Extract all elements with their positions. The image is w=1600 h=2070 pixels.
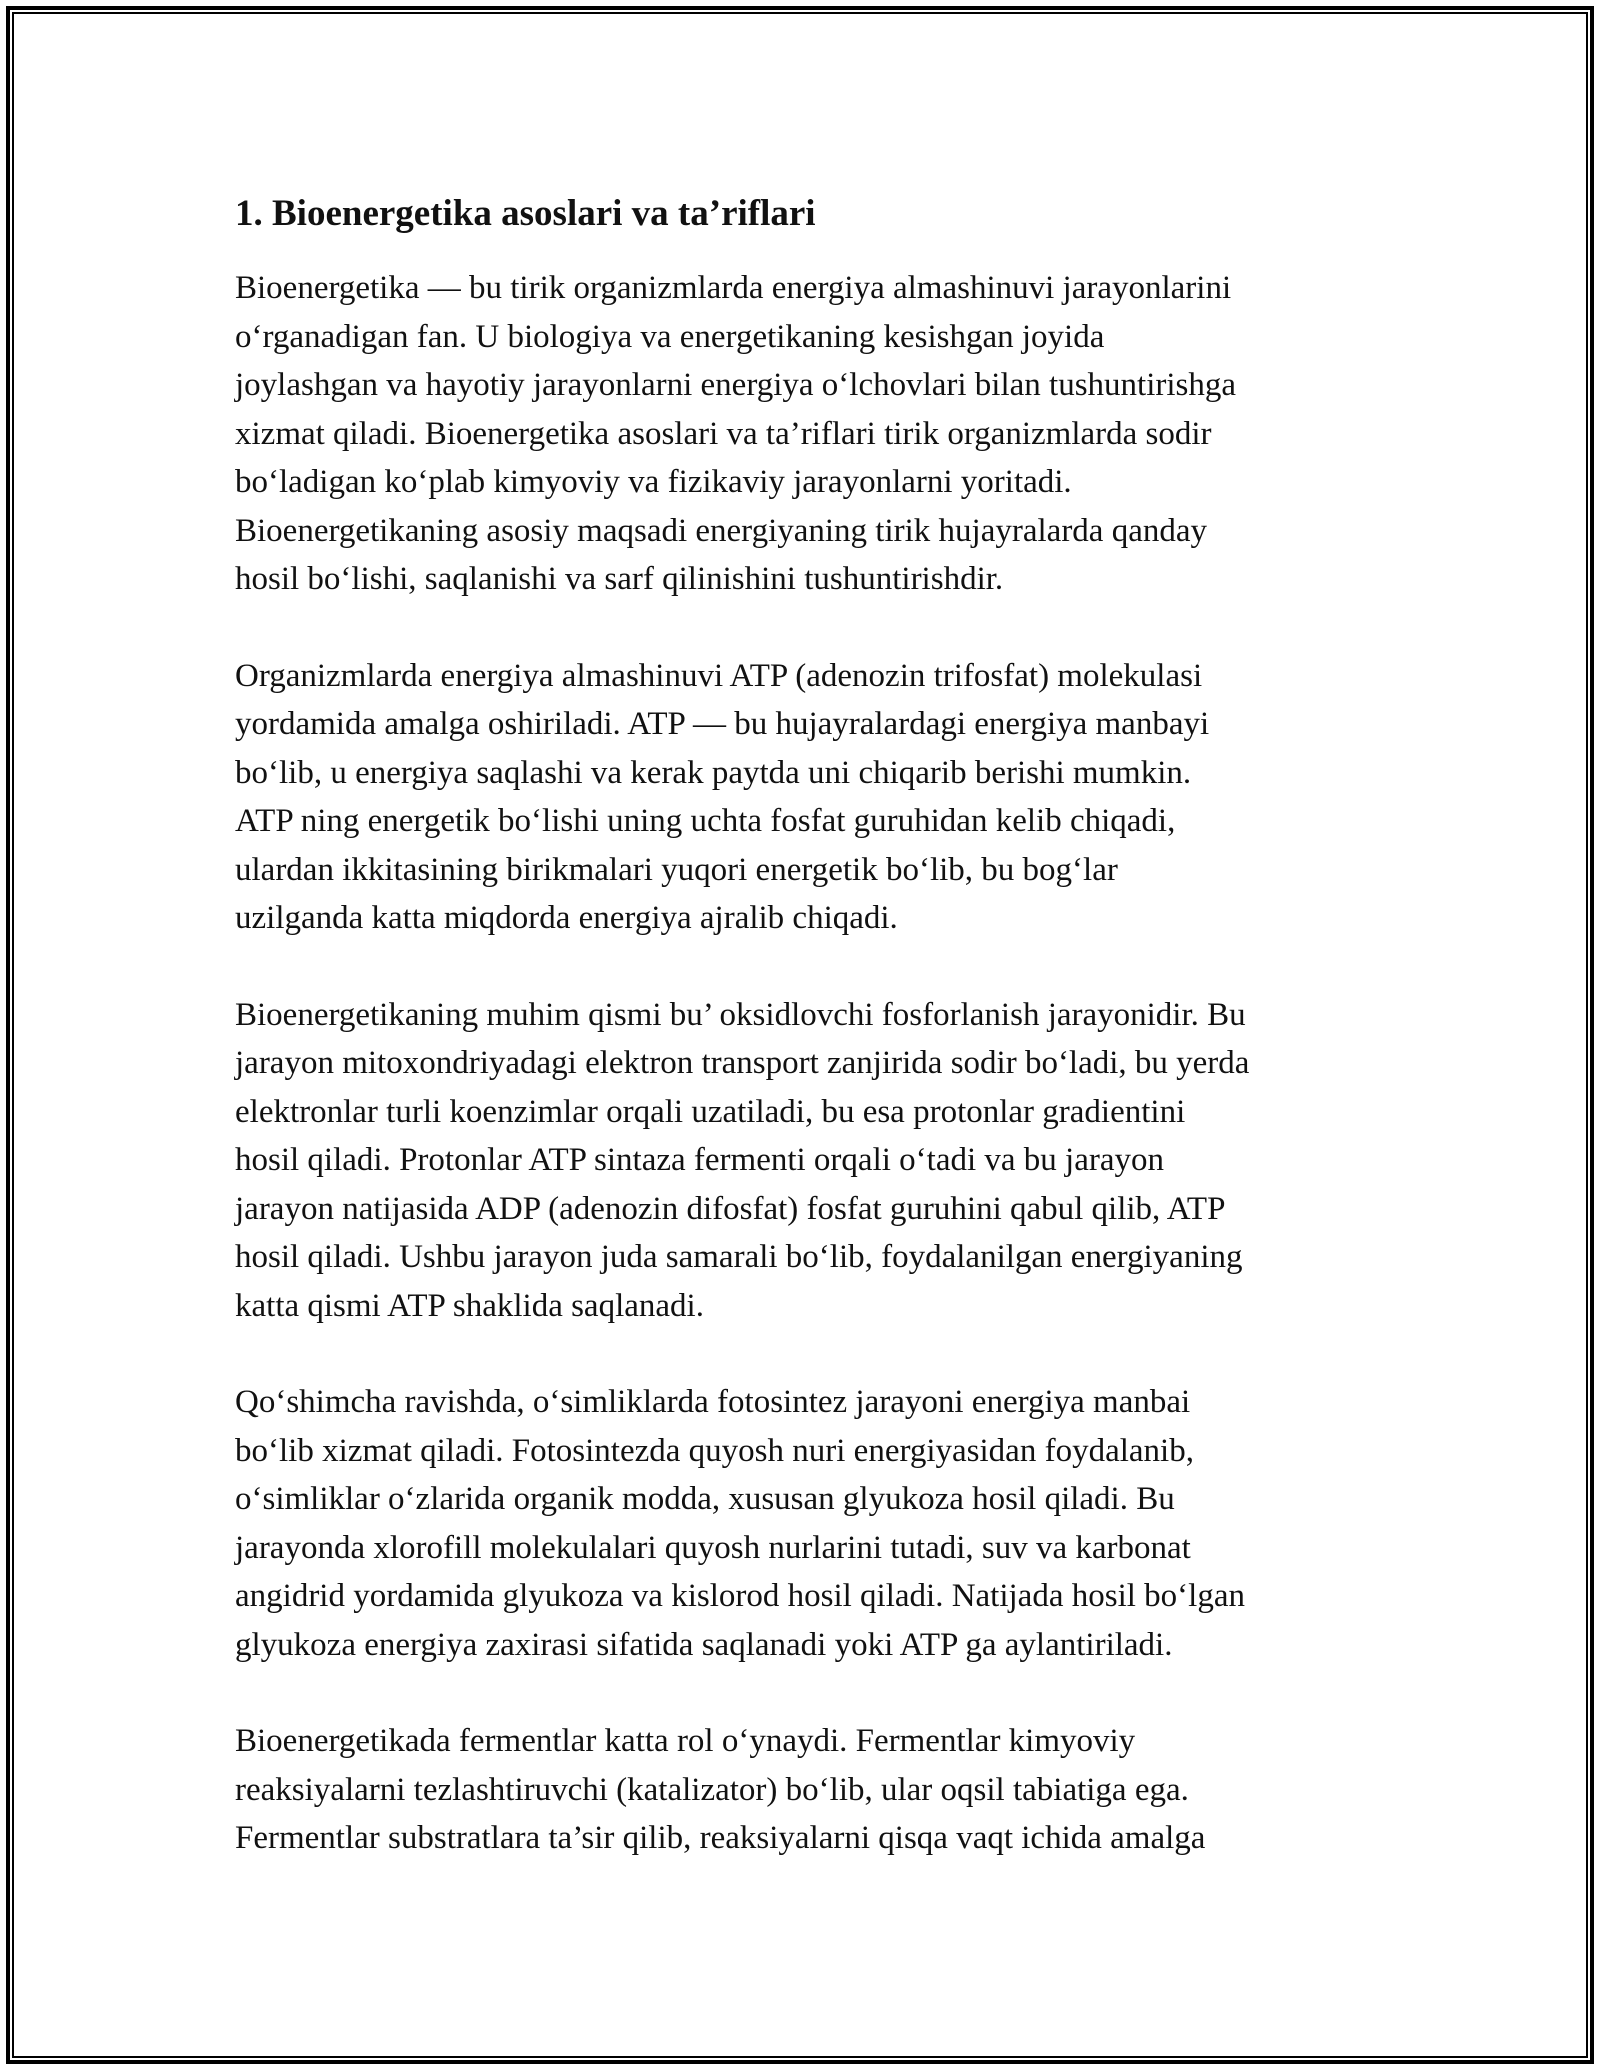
paragraph-atp: Organizmlarda energiya almashinuvi ATP (adenozin trifosfat) molekulasi yordamida amalga oshiriladi. ATP — bu hujayralardagi energiya manbayi bo‘lib, u energiya saqlashi va kerak paytda uni chiqarib berishi mumkin. ATP ning energetik bo‘lishi uning uchta fosfat guruhidan kelib chiqadi, ulardan ikkitasining birikmalari yuqori energetik bo‘lib, bu bog‘lar uzilganda katta miqdorda energiya ajralib chiqadi. [235, 657, 1210, 936]
paragraph-enzymes: Bioenergetikada fermentlar katta rol o‘ynaydi. Fermentlar kimyoviy reaksiyalarni tezlashtiruvchi (katalizator) bo‘lib, ular oqsil tabiatiga ega. Fermentlar substratlara ta’sir qilib, reaksiyalarni qisqa vaqt ichida amalga [235, 1723, 1206, 1856]
paragraph-definition: Bioenergetika — bu tirik organizmlarda energiya almashinuvi jarayonlarini o‘rganadigan fan. U biologiya va energetikaning kesishgan joyida joylashgan va hayotiy jarayonlarni energiya o‘lchovlari bilan tushuntirishga xizmat qiladi. Bioenergetika asoslari va ta’riflari tirik organizmlarda sodir bo‘ladigan ko‘plab kimyoviy va fizikaviy jarayonlarni yoritadi. Bioenergetikaning asosiy maqsadi energiyaning tirik hujayralarda qanday hosil bo‘lishi, saqlanishi va sarf qilinishini tushuntirishdir. [235, 270, 1237, 597]
document-body [235, 186, 1385, 1911]
section-heading: 1. Bioenergetika asoslari va ta’riflari [235, 193, 816, 234]
paragraph-photosynthesis: Qo‘shimcha ravishda, o‘simliklarda fotosintez jarayoni energiya manbai bo‘lib xizmat qiladi. Fotosintezda quyosh nuri energiyasidan foydalanib, o‘simliklar o‘zlarida organik modda, xususan glyukoza hosil qiladi. Bu jarayonda xlorofill molekulalari quyosh nurlarini tutadi, suv va karbonat angidrid yordamida glyukoza va kislorod hosil qiladi. Natijada hosil bo‘lgan glyukoza energiya zaxirasi sifatida saqlanadi yoki ATP ga aylantiriladi. [235, 1384, 1245, 1663]
paragraph-oxidative-phosphorylation: Bioenergetikaning muhim qismi bu’ oksidlovchi fosforlanish jarayonidir. Bu jarayon mitoxondriyadagi elektron transport zanjirida sodir bo‘ladi, bu yerda elektronlar turli koenzimlar orqali uzatiladi, bu esa protonlar gradientini hosil qiladi. Protonlar ATP sintaza fermenti orqali o‘tadi va bu jarayon jarayon natijasida ADP (adenozin difosfat) fosfat guruhini qabul qilib, ATP hosil qiladi. Ushbu jarayon juda samarali bo‘lib, foydalanilgan energiyaning katta qismi ATP shaklida saqlanadi. [235, 996, 1250, 1324]
